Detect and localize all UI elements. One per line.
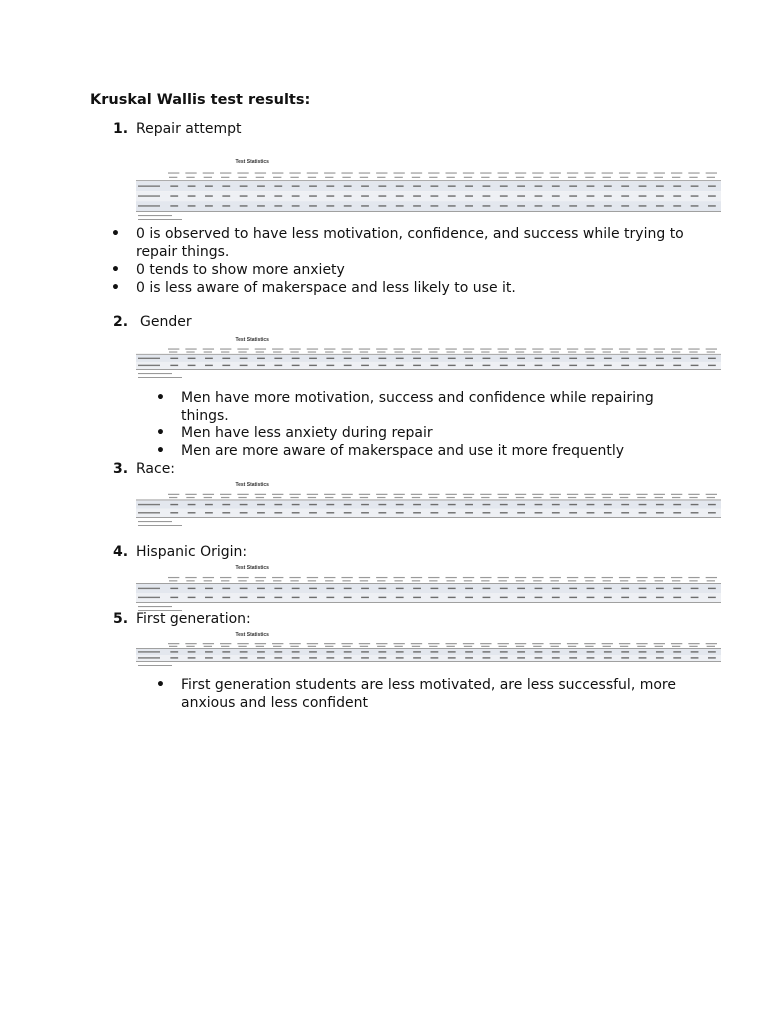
table-thumbnail	[136, 628, 721, 666]
stats-table-image	[136, 628, 721, 666]
table-caption: Test Statistics	[235, 482, 269, 488]
table-caption: Test Statistics	[235, 632, 269, 638]
stats-table-image	[136, 561, 721, 611]
section-number: 5.	[113, 611, 129, 627]
bullet-dot: •	[111, 280, 120, 296]
table-thumbnail	[136, 561, 721, 611]
table-thumbnail	[136, 478, 721, 526]
bullet-dot: •	[156, 390, 165, 406]
bullet-text: First generation students are less motivated, are less successful, more anxious and less confident	[181, 677, 676, 711]
bullet-text: Men are more aware of makerspace and use it more frequently	[181, 443, 625, 459]
table-caption: Test Statistics	[235, 337, 269, 343]
section-number: 2.	[113, 314, 129, 330]
bullet-text: Men have less anxiety during repair	[181, 425, 433, 441]
bullet-text: 0 is observed to have less motivation, confidence, and success while trying to repair things.	[136, 226, 684, 260]
page-title: Kruskal Wallis test results:	[90, 92, 311, 108]
table-thumbnail	[136, 155, 721, 220]
bullet-dot: •	[156, 677, 165, 693]
section-heading: First generation:	[136, 611, 251, 627]
stats-table-image	[136, 155, 721, 220]
section-number: 1.	[113, 121, 129, 137]
table-caption: Test Statistics	[235, 159, 269, 165]
stats-table-image	[136, 478, 721, 526]
table-thumbnail	[136, 333, 721, 378]
bullet-dot: •	[156, 443, 165, 459]
bullet-text: Men have more motivation, success and confidence while repairing things.	[181, 390, 654, 424]
section-heading: Race:	[136, 461, 176, 477]
bullet-text: 0 tends to show more anxiety	[136, 262, 345, 278]
section-number: 3.	[113, 461, 129, 477]
bullet-dot: •	[156, 425, 165, 441]
section-number: 4.	[113, 544, 129, 560]
bullet-dot: •	[111, 262, 120, 278]
section-heading: Gender	[140, 314, 192, 330]
bullet-dot: •	[111, 226, 120, 242]
stats-table-image	[136, 333, 721, 378]
table-caption: Test Statistics	[235, 565, 269, 571]
bullet-text: 0 is less aware of makerspace and less likely to use it.	[136, 280, 516, 296]
section-heading: Hispanic Origin:	[136, 544, 248, 560]
section-heading: Repair attempt	[136, 121, 242, 137]
